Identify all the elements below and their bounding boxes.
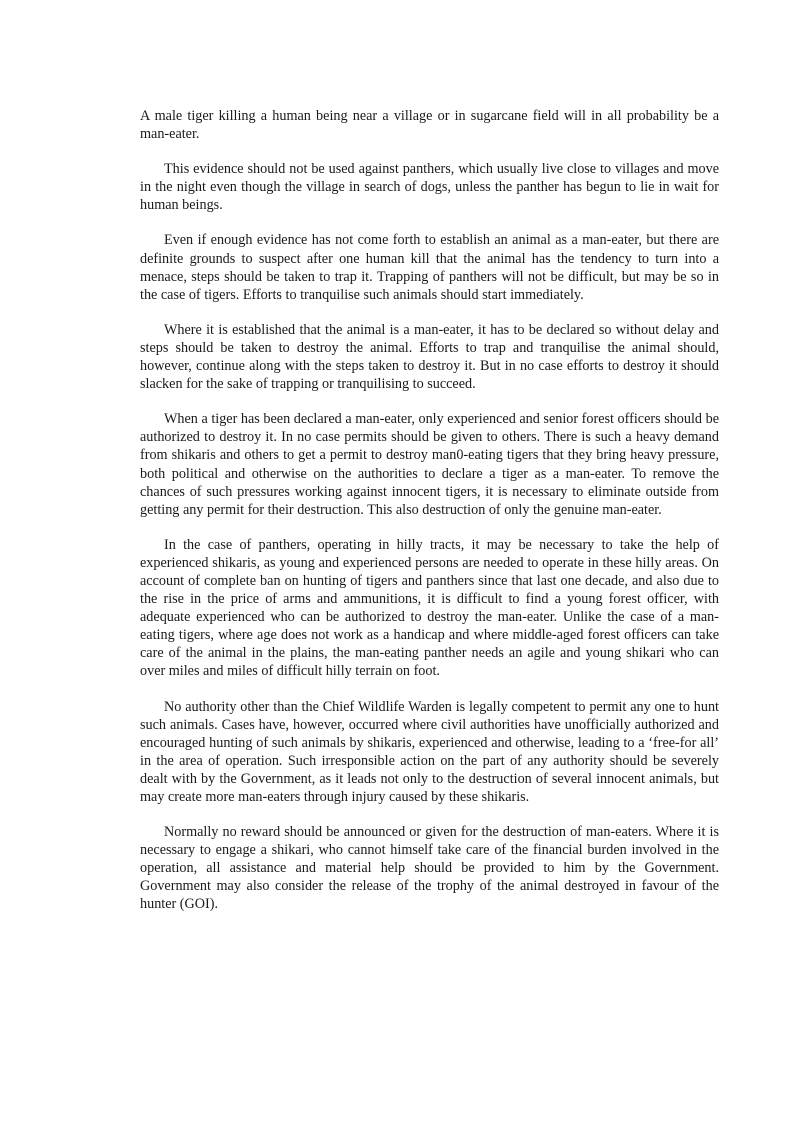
paragraph: In the case of panthers, operating in hilly tracts, it may be necessary to take the help of experienced shikaris, as young and experienced persons are needed to operate in these hilly areas. On account of complete ban on hunting of tigers and panthers since that last one decade, and also due to the rise in the price of arms and ammunitions, it is difficult to find a young forest officer, with adequate experienced who can be authorized to destroy the man-eater. Unlike the case of a man-eating tigers, where age does not work as a handicap and where middle-aged forest officers can take care of the animal in the plains, the man-eating panther needs an agile and young shikari who can over miles and miles of difficult hilly terrain on foot. [140,536,719,680]
paragraph: No authority other than the Chief Wildlife Warden is legally competent to permit any one to hunt such animals. Cases have, however, occurred where civil authorities have unofficially authorized and encouraged hunting of such animals by shikaris, experienced and otherwise, leading to a ‘free-for all’ in the area of operation. Such irresponsible action on the part of any authority should be severely dealt with by the Government, as it leads not only to the destruction of several innocent animals, but may create more man-eaters through injury caused by these shikaris. [140,698,719,805]
paragraph: When a tiger has been declared a man-eater, only experienced and senior forest officers should be authorized to destroy it. In no case permits should be given to others. There is such a heavy demand from shikaris and others to get a permit to destroy man0-eating tigers that they bring heavy pressure, both political and otherwise on the authorities to declare a tiger as a man-eater. To remove the chances of such pressures working against innocent tigers, it is necessary to eliminate outside from getting any permit for their destruction. This also destruction of only the genuine man-eater. [140,411,719,518]
paragraph: Where it is established that the animal is a man-eater, it has to be declared so without delay and steps should be taken to destroy the animal. Efforts to trap and tranquilise the animal should, however, continue along with the steps taken to destroy it. But in no case efforts to destroy it should slacken for the sake of trapping or tranquilising to succeed. [140,321,719,393]
paragraph: Normally no reward should be announced or given for the destruction of man-eaters. Where it is necessary to engage a shikari, who cannot himself take care of the financial burden involved in the operation, all assistance and material help should be provided to him by the Government. Government may also consider the release of the trophy of the animal destroyed in favour of the hunter (GOI). [140,824,719,913]
paragraph: Even if enough evidence has not come forth to establish an animal as a man-eater, but there are definite grounds to suspect after one human kill that the animal has the tendency to turn into a menace, steps should be taken to trap it. Trapping of panthers will not be difficult, but may be so in the case of tigers. Efforts to tranquilise such animals should start immediately. [140,232,719,303]
paragraph: This evidence should not be used against panthers, which usually live close to villages and move in the night even though the village in search of dogs, unless the panther has begun to lie in wait for human beings. [140,161,719,214]
document-body [140,107,719,931]
paragraph: A male tiger killing a human being near a village or in sugarcane field will in all probability be a man-eater. [140,108,719,143]
